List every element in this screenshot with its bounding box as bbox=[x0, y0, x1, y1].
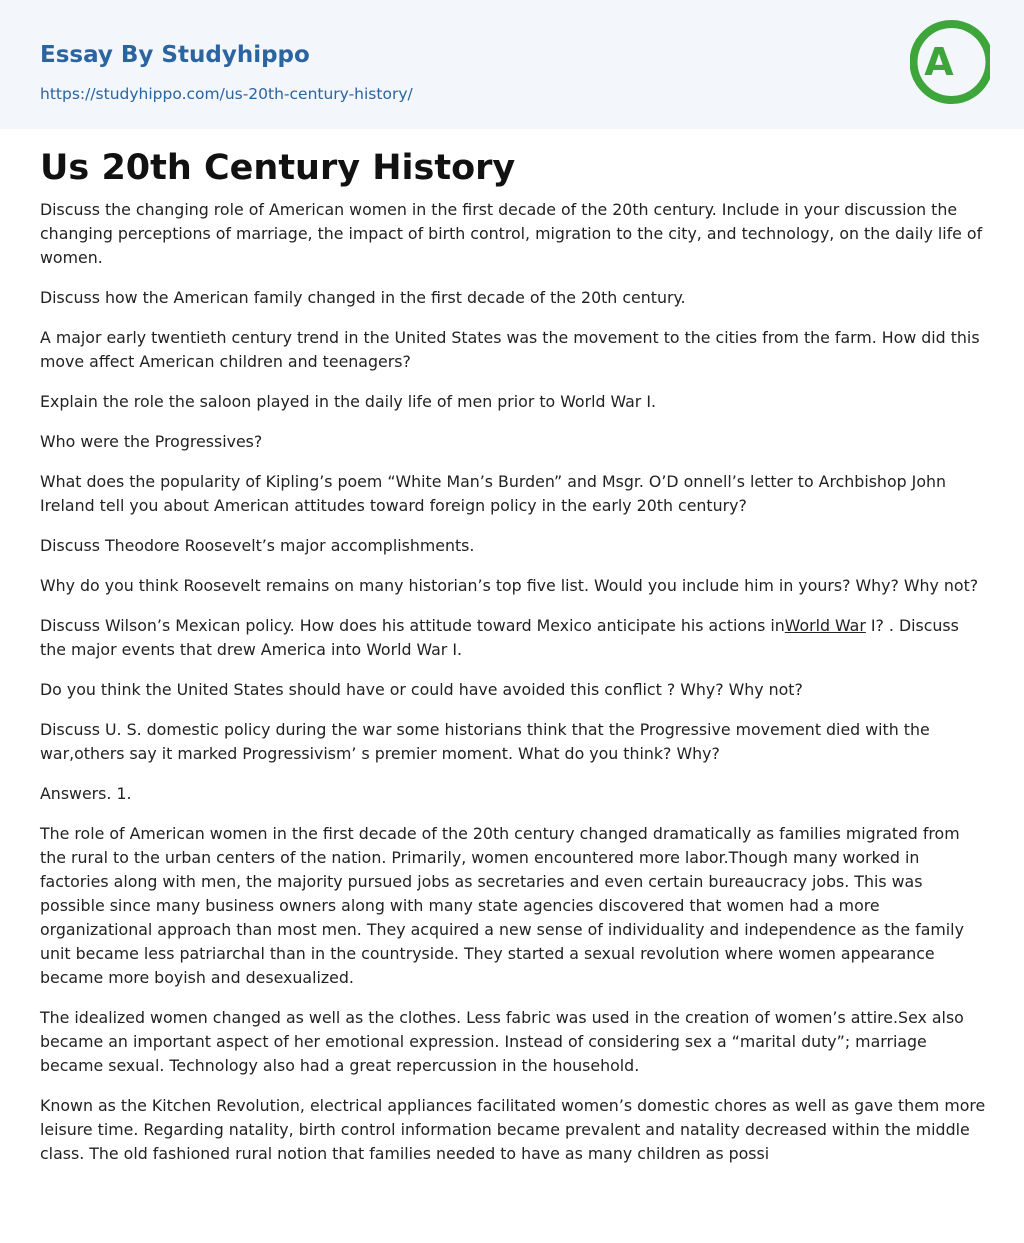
page-url-link[interactable]: https://studyhippo.com/us-20th-century-history/ bbox=[40, 85, 413, 103]
article-paragraph: Why do you think Roosevelt remains on many historian’s top five list. Would you include him in yours? Why? Why not? bbox=[40, 576, 979, 595]
wilson-text-after: I? . Discuss the major events that drew America into World War I. bbox=[40, 616, 959, 659]
article-paragraph: Do you think the United States should have or could have avoided this conflict ? Why? Why not? bbox=[40, 680, 803, 699]
page-title: Us 20th Century History bbox=[40, 148, 516, 188]
article-paragraph: Discuss U. S. domestic policy during the war some historians think that the Progressive movement died with the war,others say it marked Progressivism’ s premier moment. What do you think? Why? bbox=[40, 720, 930, 763]
article-paragraph: Discuss the changing role of American women in the first decade of the 20th century. Include in your discussion the changing perceptions of marriage, the impact of birth control, migration to the city, and technology, on the daily life of women. bbox=[40, 200, 983, 267]
article-paragraph: Explain the role the saloon played in the daily life of men prior to World War I. bbox=[40, 392, 656, 411]
article-paragraph: Who were the Progressives? bbox=[40, 432, 263, 451]
article-content bbox=[40, 146, 988, 1182]
wilson-text-before: Discuss Wilson’s Mexican policy. How does his attitude toward Mexico anticipate his actions in bbox=[40, 616, 785, 635]
article-paragraph: Discuss Theodore Roosevelt’s major accomplishments. bbox=[40, 536, 475, 555]
world-war-link[interactable]: World War bbox=[784, 616, 866, 635]
article-paragraph: What does the popularity of Kipling’s poem “White Man’s Burden” and Msgr. O’D onnell’s letter to Archbishop John Ireland tell you about American attitudes toward foreign policy in the early 20th century? bbox=[40, 472, 947, 515]
article-paragraph: A major early twentieth century trend in the United States was the movement to the cities from the farm. How did this move affect American children and teenagers? bbox=[40, 328, 980, 371]
article-paragraph: Known as the Kitchen Revolution, electrical appliances facilitated women’s domestic chores as well as gave them more leisure time. Regarding natality, birth control information became prevalent and natality decreased within the middle class. The old fashioned rural notion that families needed to have as many children as possi bbox=[40, 1096, 986, 1163]
logo-letter: A bbox=[924, 40, 954, 84]
article-paragraph: The idealized women changed as well as the clothes. Less fabric was used in the creation of women’s attire.Sex also became an important aspect of her emotional expression. Instead of considering sex a “marital duty”; marriage became sexual. Technology also had a great repercussion in the household. bbox=[40, 1008, 964, 1075]
site-header bbox=[0, 0, 1024, 129]
studyhippo-logo-icon[interactable] bbox=[910, 18, 990, 106]
answers-heading: Answers. 1. bbox=[40, 784, 132, 803]
article-paragraph: Discuss how the American family changed in the first decade of the 20th century. bbox=[40, 288, 686, 307]
site-title[interactable]: Essay By Studyhippo bbox=[40, 42, 310, 68]
article-paragraph-wilson bbox=[40, 614, 988, 662]
article-paragraph: The role of American women in the first decade of the 20th century changed dramatically as families migrated from the rural to the urban centers of the nation. Primarily, women encountered more labor.Though many worked in factories along with men, the majority pursued jobs as secretaries and even certain bureaucracy jobs. This was possible since many business owners along with many state agencies discovered that women had a more organizational approach than most men. They acquired a new sense of individuality and independence as the family unit became less patriarchal than in the countryside. They started a sexual revolution where women appearance became more boyish and desexualized. bbox=[40, 824, 964, 987]
